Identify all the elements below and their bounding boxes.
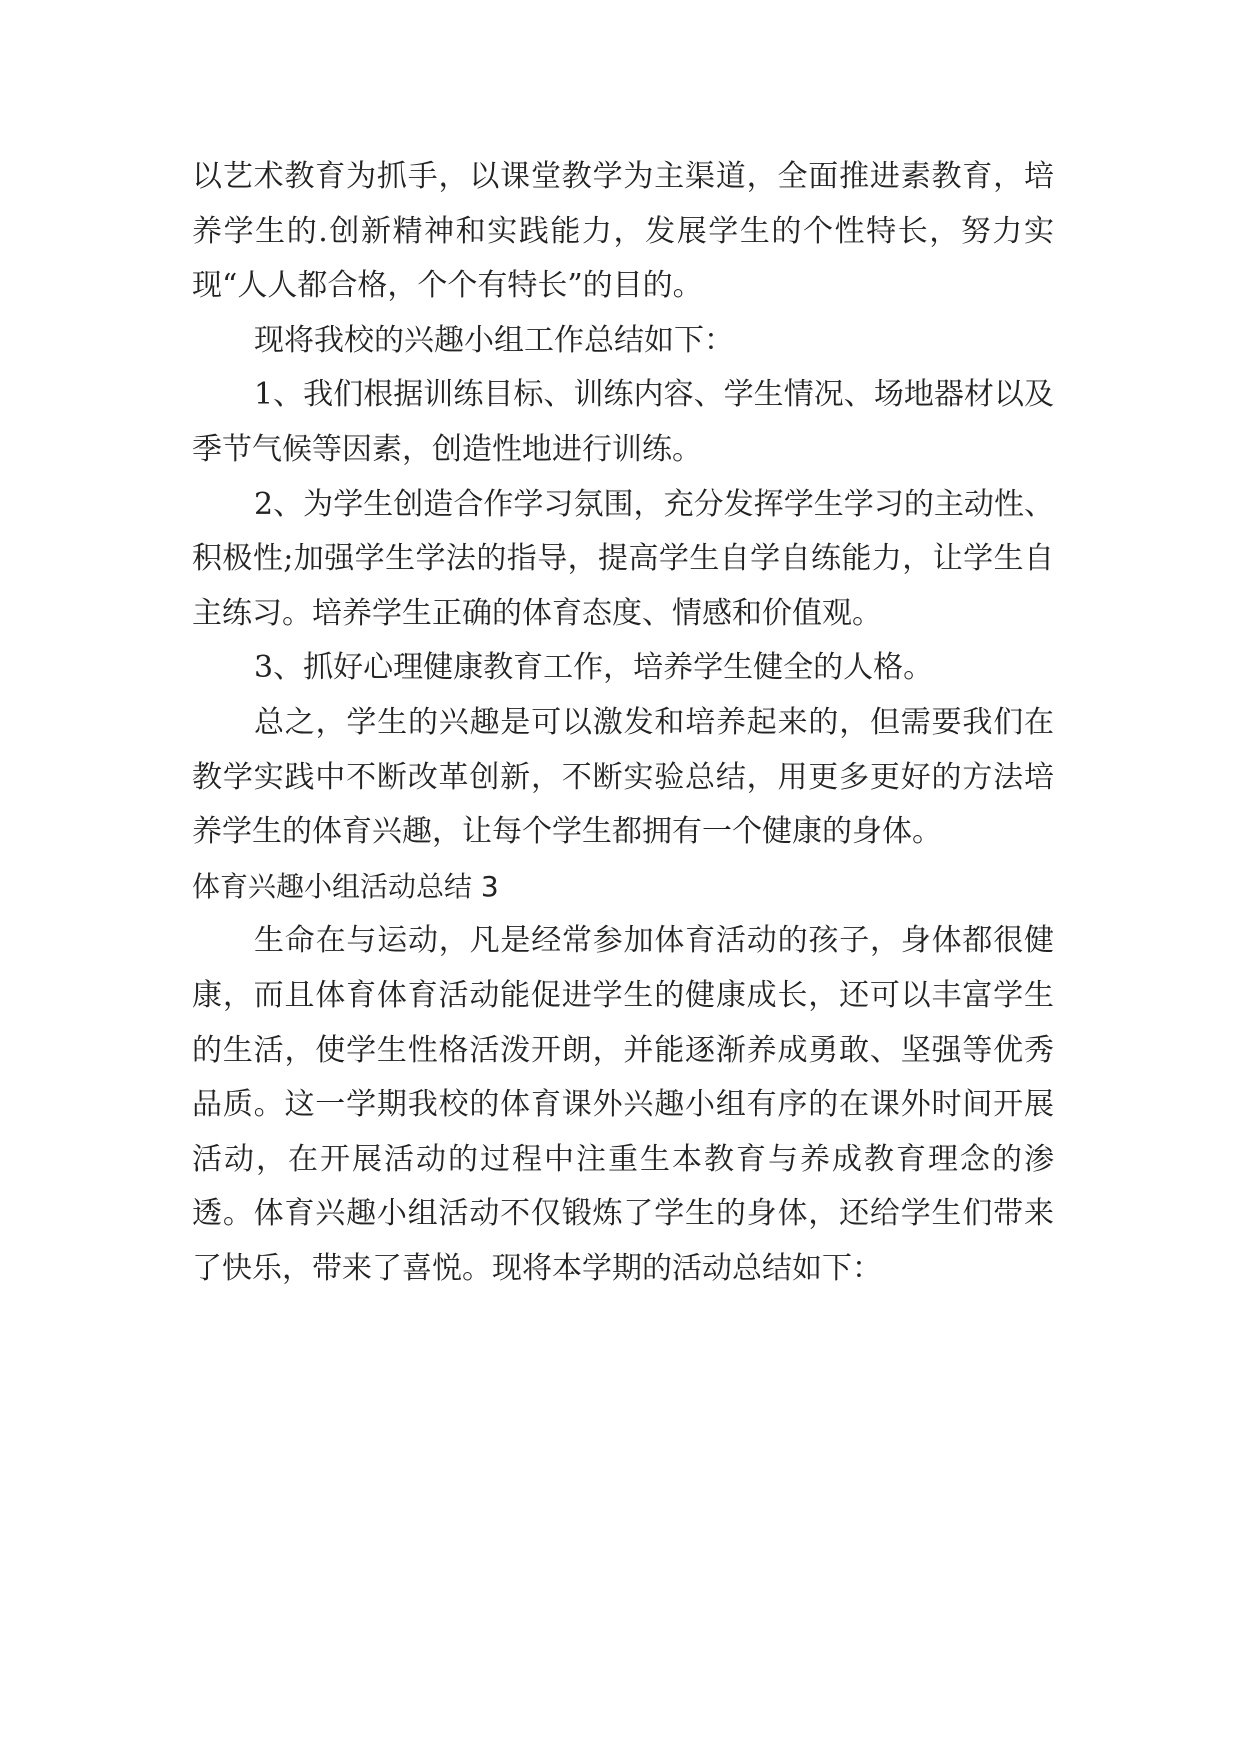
list-item-2: 2、为学生创造合作学习氛围，充分发挥学生学习的主动性、积极性;加强学生学法的指导，提高学生自学自练能力，让学生自主练习。培养学生正确的体育态度、情感和价值观。 <box>192 486 1054 631</box>
section-title: 体育兴趣小组活动总结 3 <box>192 869 499 903</box>
section-body-paragraph: 生命在与运动，凡是经常参加体育活动的孩子，身体都很健康，而且体育体育活动能促进学生的健康成长，还可以丰富学生的生活，使学生性格活泼开朗，并能逐渐养成勇敢、坚强等优秀品质。这一学期我校的体育课外兴趣小组有序的在课外时间开展活动，在开展活动的过程中注重生本教育与养成教育理念的渗透。体育兴趣小组活动不仅锻炼了学生的身体，还给学生们带来了快乐，带来了喜悦。现将本学期的活动总结如下： <box>192 923 1054 1286</box>
list-item-3: 3、抓好心理健康教育工作，培养学生健全的人格。 <box>254 650 934 686</box>
document-body <box>192 150 1054 1296</box>
intro-paragraph: 以艺术教育为抓手，以课堂教学为主渠道，全面推进素教育，培养学生的.创新精神和实践能力，发展学生的个性特长，努力实现“人人都合格，个个有特长”的目的。 <box>192 159 1054 304</box>
summary-intro-paragraph: 现将我校的兴趣小组工作总结如下： <box>254 322 734 358</box>
list-item-1: 1、我们根据训练目标、训练内容、学生情况、场地器材以及季节气候等因素，创造性地进行训练。 <box>192 377 1054 467</box>
conclusion-paragraph: 总之，学生的兴趣是可以激发和培养起来的，但需要我们在教学实践中不断改革创新，不断实验总结，用更多更好的方法培养学生的体育兴趣，让每个学生都拥有一个健康的身体。 <box>192 704 1054 850</box>
